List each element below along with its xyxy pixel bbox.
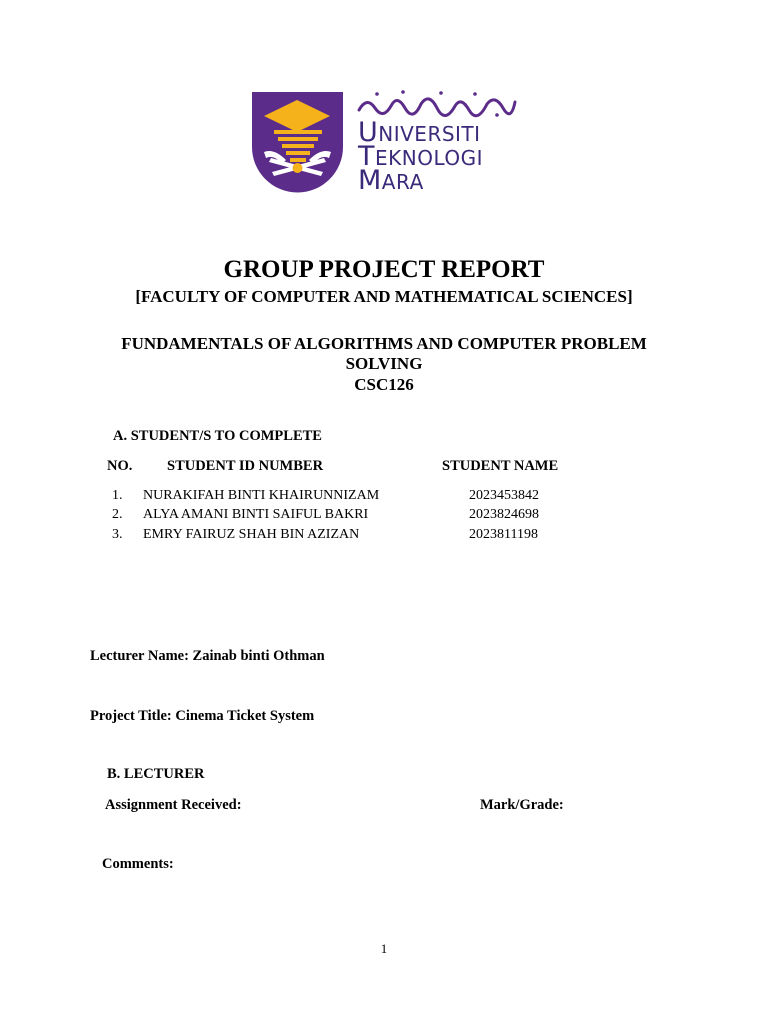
student-row-number: 3. xyxy=(112,527,123,542)
course-title-line1: FUNDAMENTALS OF ALGORITHMS AND COMPUTER PROBLEM xyxy=(121,334,647,353)
column-header-no: NO. xyxy=(107,458,133,474)
column-header-student-name: STUDENT NAME xyxy=(442,458,559,474)
column-header-student-id: STUDENT ID NUMBER xyxy=(167,458,324,474)
faculty-name: [FACULTY OF COMPUTER AND MATHEMATICAL SCIENCES] xyxy=(135,287,633,306)
section-b-heading: B. LECTURER xyxy=(107,766,205,782)
course-title-line2: SOLVING xyxy=(345,354,423,373)
uitm-crest-icon xyxy=(252,92,343,196)
student-row-name: EMRY FAIRUZ SHAH BIN AZIZAN xyxy=(143,527,360,542)
lecturer-name: Lecturer Name: Zainab binti Othman xyxy=(90,648,325,664)
mark-grade-label: Mark/Grade: xyxy=(480,797,564,813)
student-row-id: 2023453842 xyxy=(469,488,539,503)
section-a-heading: A. STUDENT/S TO COMPLETE xyxy=(113,428,322,444)
student-row-number: 1. xyxy=(112,488,123,503)
report-title: GROUP PROJECT REPORT xyxy=(223,256,545,283)
student-row-number: 2. xyxy=(112,507,123,522)
comments-label: Comments: xyxy=(102,856,174,872)
logo-word-mara: MARA xyxy=(358,165,424,196)
student-row-id: 2023811198 xyxy=(469,527,538,542)
student-row-name: NURAKIFAH BINTI KHAIRUNNIZAM xyxy=(143,488,380,503)
student-row-id: 2023824698 xyxy=(469,507,539,522)
course-code: CSC126 xyxy=(354,375,414,394)
student-row-name: ALYA AMANI BINTI SAIFUL BAKRI xyxy=(143,507,369,522)
logo-word-teknologi: TEKNOLOGI xyxy=(358,141,484,172)
page-number: 1 xyxy=(380,941,388,956)
project-title: Project Title: Cinema Ticket System xyxy=(90,708,315,724)
university-jawi-logotype xyxy=(357,88,517,118)
assignment-received-label: Assignment Received: xyxy=(105,797,242,813)
logo-word-universiti: UNIVERSITI xyxy=(358,117,481,148)
